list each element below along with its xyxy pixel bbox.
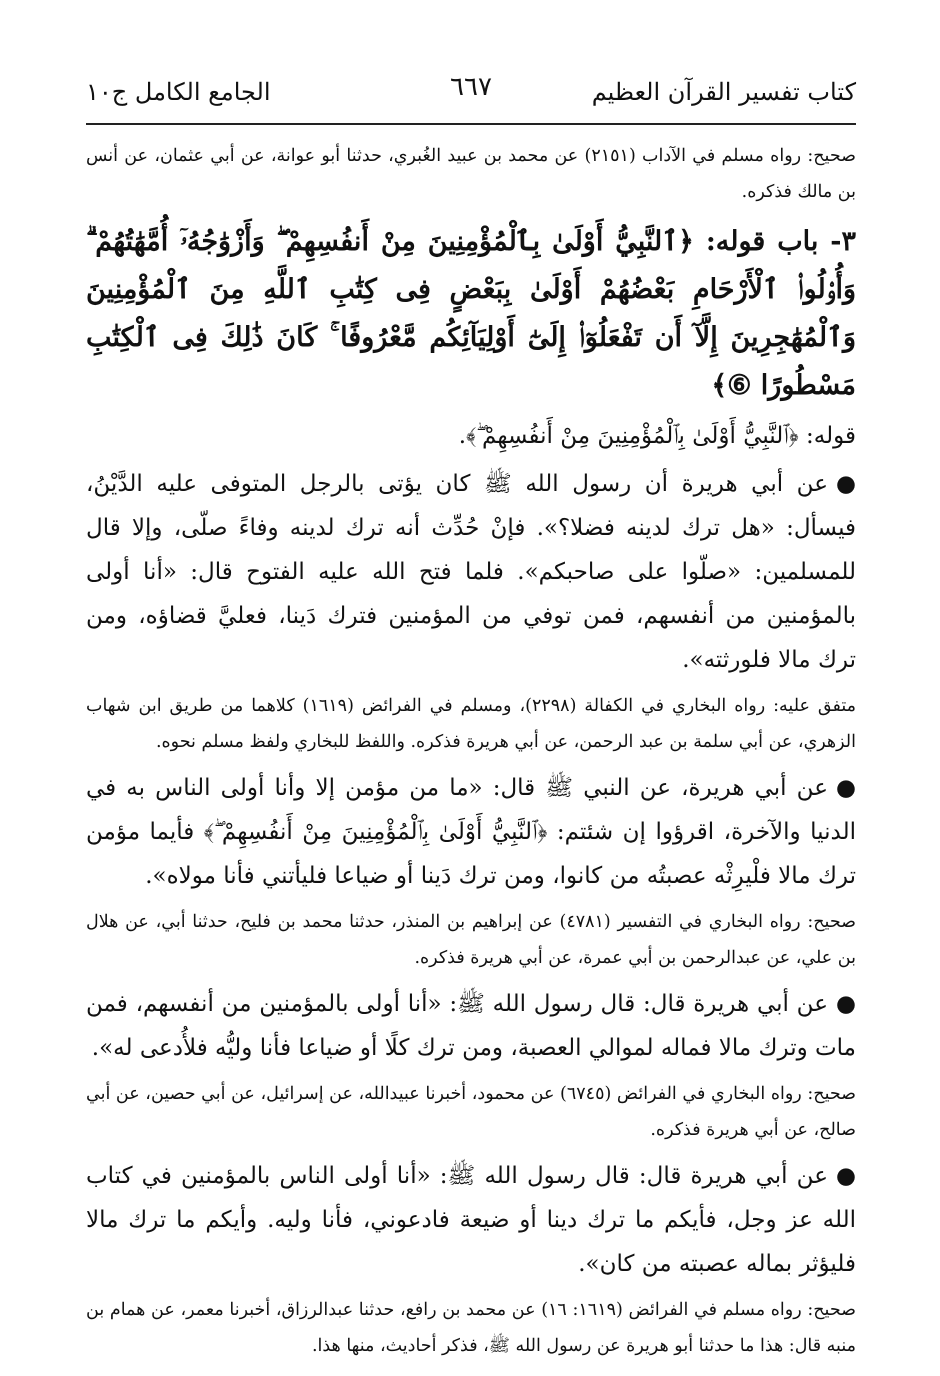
hadith-paragraph <box>86 766 856 898</box>
takhrij-paragraph: صحيح: رواه مسلم في الآداب (٢١٥١) عن محمد بن عبيد الغُبري، حدثنا أبو عوانة، عن أبي عثمان، عن أنس بن مالك فذكره. <box>86 146 856 202</box>
hadith-text: عن أبي هريرة قال: قال رسول الله ﷺ: «أنا أولى بالمؤمنين من أنفسهم، فمن مات وترك مالا فماله لموالي العصبة، ومن ترك كلًا أو ضياعا فأنا وليُّه فلأُدعى له». <box>86 991 856 1061</box>
bullet-icon: ● <box>835 1163 856 1189</box>
takhrij-paragraph: صحيح: رواه مسلم في الفرائض (١٦١٩: ١٦) عن محمد بن رافع، حدثنا عبدالرزاق، أخبرنا معمر، عن همام بن منبه قال: هذا ما حدثنا أبو هريرة عن رسول الله ﷺ، فذكر أحاديث، منها هذا. <box>86 1300 856 1356</box>
bullet-icon: ● <box>835 991 856 1017</box>
header-volume-title: الجامع الكامل ج١٠ <box>86 78 271 106</box>
page-header <box>86 66 856 118</box>
bullet-icon: ● <box>835 471 856 497</box>
page-number: ٦٦٧ <box>450 72 492 102</box>
takhrij-paragraph: متفق عليه: رواه البخاري في الكفالة (٢٢٩٨)، ومسلم في الفرائض (١٦١٩) كلاهما من طريق ابن شهاب الزهري، عن أبي سلمة بن عبد الرحمن، عن أبي هريرة فذكره. واللفظ للبخاري ولفظ مسلم نحوه. <box>86 696 857 752</box>
qawluh-line: قوله: ﴿ٱلنَّبِيُّ أَوْلَىٰ بِٱلْمُؤْمِنِينَ مِنْ أَنفُسِهِمْ ۖ﴾. <box>458 423 856 449</box>
chapter-ayah: ﴿ٱلنَّبِيُّ أَوْلَىٰ بِٱلْمُؤْمِنِينَ مِنْ أَنفُسِهِمْ ۖ وَأَزْوَٰجُهُۥٓ أُمَّهَٰتُهُمْ ۗ وَأُو۟لُوا۟ ٱلْأَرْحَامِ بَعْضُهُمْ أَوْلَىٰ بِبَعْضٍ فِى كِتَٰبِ ٱللَّهِ مِنَ ٱلْمُؤْمِنِينَ وَٱلْمُهَٰجِرِينَ إِلَّآ أَن تَفْعَلُوٓا۟ إِلَىٰٓ أَوْلِيَآئِكُم مَّعْرُوفًا ۚ كَانَ ذَٰلِكَ فِى ٱلْكِتَٰبِ مَسْطُورًا ⑥﴾ <box>86 226 856 401</box>
hadith-paragraph <box>86 982 856 1070</box>
hadith-text: عن أبي هريرة قال: قال رسول الله ﷺ: «أنا أولى الناس بالمؤمنين في كتاب الله عز وجل، فأيكم ما ترك دينا أو ضيعة فادعوني، فأنا وليه. وأيكم ما ترك مالا فليؤثر بماله عصبته من كان». <box>86 1163 857 1277</box>
hadith-paragraph <box>86 1154 856 1286</box>
hadith-text: عن أبي هريرة أن رسول الله ﷺ كان يؤتى بالرجل المتوفى عليه الدَّيْنُ، فيسأل: «هل ترك لدينه فضلا؟». فإنْ حُدِّث أنه ترك لدينه وفاءً صلّى، وإلا قال للمسلمين: «صلّوا على صاحبكم». فلما فتح الله عليه الفتوح قال: «أنا أولى بالمؤمنين من أنفسهم، فمن توفي من المؤمنين فترك دَينا، فعليَّ قضاؤه، ومن ترك مالا فلورثته». <box>86 471 856 673</box>
hadith-paragraph <box>86 462 856 682</box>
chapter-label: ٣- باب قوله: <box>705 226 857 257</box>
hadith-text: عن أبي هريرة، عن النبي ﷺ قال: «ما من مؤمن إلا وأنا أولى الناس به في الدنيا والآخرة، اقرؤوا إن شئتم: ﴿ٱلنَّبِيُّ أَوْلَىٰ بِٱلْمُؤْمِنِينَ مِنْ أَنفُسِهِمْ ۖ﴾ فأيما مؤمن ترك مالا فلْيرِثْه عصبتُه من كانوا، ومن ترك دَينا أو ضياعا فليأتني فأنا مولاه». <box>86 775 856 889</box>
page-content <box>86 138 856 1364</box>
takhrij-paragraph: صحيح: رواه البخاري في التفسير (٤٧٨١) عن إبراهيم بن المنذر، حدثنا محمد بن فليح، حدثنا أبي، عن هلال بن علي، عن عبدالرحمن بن أبي عمرة، عن أبي هريرة فذكره. <box>86 912 856 968</box>
header-divider <box>86 123 856 125</box>
bullet-icon: ● <box>835 775 856 801</box>
takhrij-paragraph: صحيح: رواه البخاري في الفرائض (٦٧٤٥) عن محمود، أخبرنا عبيدالله، عن إسرائيل، عن أبي حصين، عن أبي صالح، عن أبي هريرة فذكره. <box>86 1084 856 1140</box>
header-book-title: كتاب تفسير القرآن العظيم <box>591 78 856 106</box>
chapter-heading <box>86 218 856 410</box>
